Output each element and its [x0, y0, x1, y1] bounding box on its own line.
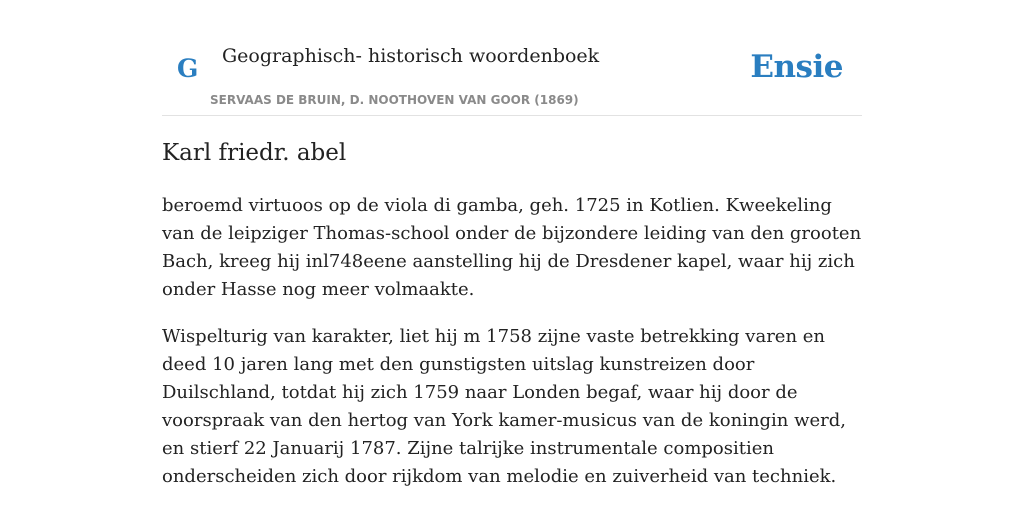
book-header — [162, 0, 862, 116]
entry-paragraph: Wispelturig van karakter, liet hij m 1758 zijne vaste betrekking varen en deed 10 jaren lang met den gunstigsten uitslag kunstreizen door Duilschland, totdat hij zich 1759 naar Londen begaf, waar hij door de voorspraak van den hertog van York kamer-musicus van de koningin werd, en stierf 22 Januarij 1787. Zijne talrijke instrumentale compositien onderscheiden zich door rijkdom van melodie en zuiverheid van techniek. — [162, 326, 847, 487]
book-authors: SERVAAS DE BRUIN, D. NOOTHOVEN VAN GOOR (1869) — [210, 93, 579, 107]
page-container — [162, 0, 862, 487]
brand-logo[interactable]: Ensie — [750, 49, 843, 85]
entry-paragraph: beroemd virtuoos op de viola di gamba, geh. 1725 in Kotlien. Kweekeling van de leipziger Thomas-school onder de bijzondere leiding van den grooten Bach, kreeg hij inl748eene aanstelling hij de Dresdener kapel, waar hij zich onder Hasse nog meer volmaakte. — [162, 195, 862, 300]
entry-title: Karl friedr. abel — [162, 140, 347, 166]
book-title[interactable]: Geographisch- historisch woordenboek — [222, 45, 600, 67]
book-logo[interactable]: G — [177, 54, 199, 83]
entry-body — [162, 192, 862, 510]
